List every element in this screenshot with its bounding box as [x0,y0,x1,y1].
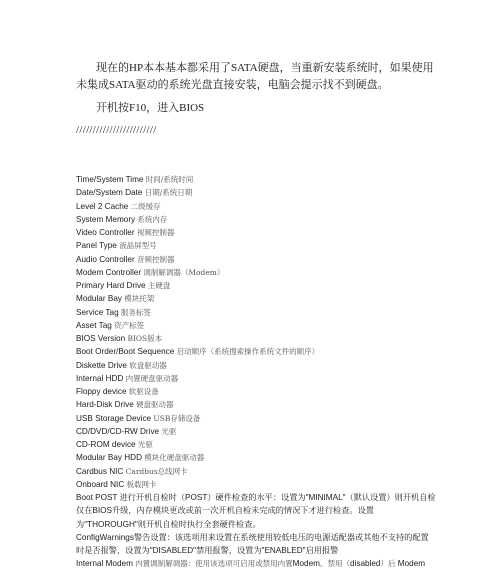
separator-line: //////////////////////// [76,124,157,136]
item-cn: 软驱设备 [128,387,159,396]
item-cn: 警告设置：该选项用来设置在系统使用较低电压的电源适配器或其他不支持的配置时是否报警，设置为 [76,532,429,555]
list-item [76,266,436,279]
item-cn: 系统内存 [137,214,168,224]
item-en: Hard-Disk Drive [76,400,134,410]
item-cn: 调制解调器（Modem） [143,267,225,277]
item-en: Internal HDD [76,373,124,383]
list-item [76,359,436,372]
item-en: Modular Bay HDD [76,453,142,463]
item-en: Asset Tag [76,320,112,330]
item-en: Primary Hard Drive [76,281,146,290]
item-cn: BIOS版本 [127,334,163,343]
item-cn: 主硬盘 [147,281,171,290]
item-cn: 模块化硬盘驱动器 [144,453,205,463]
item-cn: ）后 [380,559,396,569]
config-warnings-paragraph [76,531,436,558]
item-en: Modem Controller [76,267,142,277]
item-en: Diskette Drive [76,360,127,370]
boot-instruction: 开机按F10，进入BIOS [96,102,205,114]
item-en: Time/System Time [76,175,144,184]
item-en: Date/System Date [76,188,143,198]
item-en: Video Controller [76,228,135,237]
list-item [76,173,436,186]
item-en: Modem [292,559,320,569]
list-item [76,292,436,305]
item-en: Onboard NIC [76,479,125,489]
list-item [76,478,436,491]
list-item [76,239,436,252]
item-cn: 模块托架 [124,294,155,304]
item-cn: Cardbus总线网卡 [125,466,188,476]
item-en: Floppy device [76,387,127,396]
item-en: Boot POST [76,493,118,502]
item-en: ConfigWarnings [76,532,134,542]
item-en: Boot Order/Boot Sequence [76,347,175,357]
list-item [76,345,436,358]
internal-modem-line [76,557,436,570]
item-en: Audio Controller [76,254,135,264]
item-cn: 光驱 [161,426,177,436]
item-en: USB Storage Device [76,413,152,423]
list-item [76,425,436,438]
list-item [76,412,436,425]
item-cn: 内置调制解调器：使用该选项可启用或禁用内置 [135,559,293,569]
list-item [76,319,436,332]
item-en: CD/DVD/CD-RW Drive [76,426,160,436]
item-cn: 二级缓存 [130,201,161,211]
list-item [76,372,436,385]
item-en: disabled [349,559,381,569]
item-en: Modem [397,559,426,569]
bios-item-list [76,173,436,571]
item-cn: 禁用报警，设置为 [196,546,262,555]
item-en: BIOS Version [76,334,126,343]
list-item [76,438,436,451]
item-cn: 时间/系统时间 [145,175,194,184]
item-cn: 液晶屏型号 [119,241,157,251]
item-en: Modular Bay [76,294,122,304]
item-cn: 进行开机自检时（POST）硬件检查的水平：设置为 [119,493,306,502]
item-cn: 视频控制器 [136,228,175,237]
item-cn: 。禁用（ [319,559,350,569]
item-cn: 音频控制器 [137,254,175,264]
item-cn: （默认设置）则开机自检仅在BIOS升级，内存模块更改或前一次开机自检未完成的情况下才进行检查。设置为 [76,493,436,529]
intro-paragraph: 现在的HP本本基本都采用了SATA硬盘，当重新安装系统时，如果使用未集成SATA驱动的系统光盘直接安装，电脑会提示找不到硬盘。 [76,62,434,91]
list-item [76,332,436,345]
item-en: Level 2 Cache [76,201,129,211]
list-item [76,213,436,226]
item-en: Cardbus NIC [76,466,124,476]
item-cn: 软盘驱动器 [129,360,167,370]
item-en: System Memory [76,214,136,224]
list-item [76,226,436,239]
list-item [76,186,436,199]
item-en: CD-ROM device [76,440,136,449]
item-cn: USB存储设备 [153,413,201,423]
item-cn: 资产标签 [114,320,145,330]
item-cn: 光驱 [137,440,153,449]
item-cn: 启用报警 [305,546,339,555]
item-cn: 启动顺序（系统搜索操作系统文件的顺序） [176,347,320,357]
item-en: Panel Type [76,241,117,251]
list-item [76,200,436,213]
list-item [76,385,436,398]
item-en: Service Tag [76,307,119,317]
item-cn: 日期/系统日期 [144,188,193,198]
item-en: "DISABLED" [149,546,197,555]
list-item [76,279,436,292]
item-en: "ENABLED" [261,546,306,555]
item-en: "MINIMAL" [305,493,346,502]
item-cn: 服务标签 [120,307,151,317]
list-item [76,398,436,411]
item-en: "THOROUGH" [84,519,138,529]
list-item [76,451,436,464]
item-cn: 则开机自检时执行全套硬件检查。 [137,519,261,529]
list-item [76,465,436,478]
item-cn: 硬盘驱动器 [136,400,174,410]
list-item [76,253,436,266]
boot-post-paragraph [76,491,436,531]
item-cn: 内置硬盘驱动器 [125,373,179,383]
item-cn: 板载网卡 [126,479,157,489]
item-en: Internal Modem [76,559,133,569]
list-item [76,306,436,319]
